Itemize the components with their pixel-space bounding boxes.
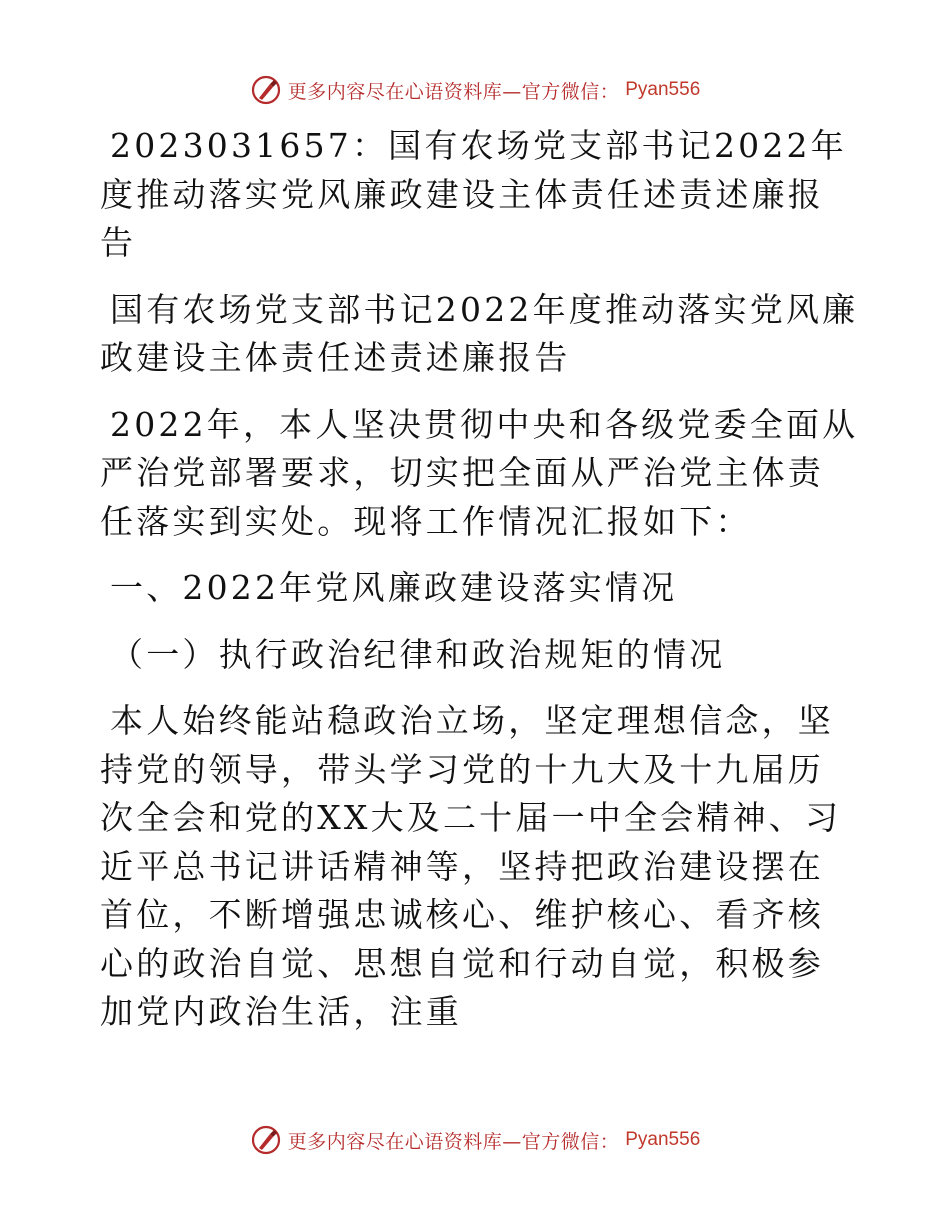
watermark-contact: Pyan556 (625, 1129, 701, 1150)
watermark-text: 更多内容尽在心语资料库—官方微信： (287, 1130, 620, 1153)
body-paragraph: 本人始终能站稳政治立场，坚定理想信念，坚持党的领导，带头学习党的十九大及十九届历次全会和党的XX大及二十届一中全会精神、习近平总书记讲话精神等，坚持把政治建设摆在首位，不断增强忠诚核心、维护核心、看齐核心的政治自觉、思想自觉和行动自觉，积极参加党内政治生活，注重 (100, 701, 842, 1031)
section-heading: 一、2022年党风廉政建设落实情况 (110, 568, 678, 607)
pen-logo-icon (250, 74, 282, 106)
watermark-contact: Pyan556 (625, 79, 701, 100)
document-body (100, 122, 860, 1055)
document-title: 2023031657：国有农场党支部书记2022年度推动落实党风廉政建设主体责任述责述廉报告 (100, 126, 847, 262)
document-subtitle: 国有农场党支部书记2022年度推动落实党风廉政建设主体责任述责述廉报告 (100, 289, 859, 377)
subsection-heading: （一）执行政治纪律和政治规矩的情况 (110, 634, 726, 674)
watermark-text: 更多内容尽在心语资料库—官方微信： (287, 80, 620, 103)
intro-paragraph: 2022年，本人坚决贯彻中央和各级党委全面从严治党部署要求，切实把全面从严治党主体责任落实到实处。现将工作情况汇报如下： (100, 404, 859, 541)
footer-watermark (0, 1120, 950, 1160)
pen-logo-icon (250, 1124, 282, 1156)
header-watermark (0, 70, 950, 110)
